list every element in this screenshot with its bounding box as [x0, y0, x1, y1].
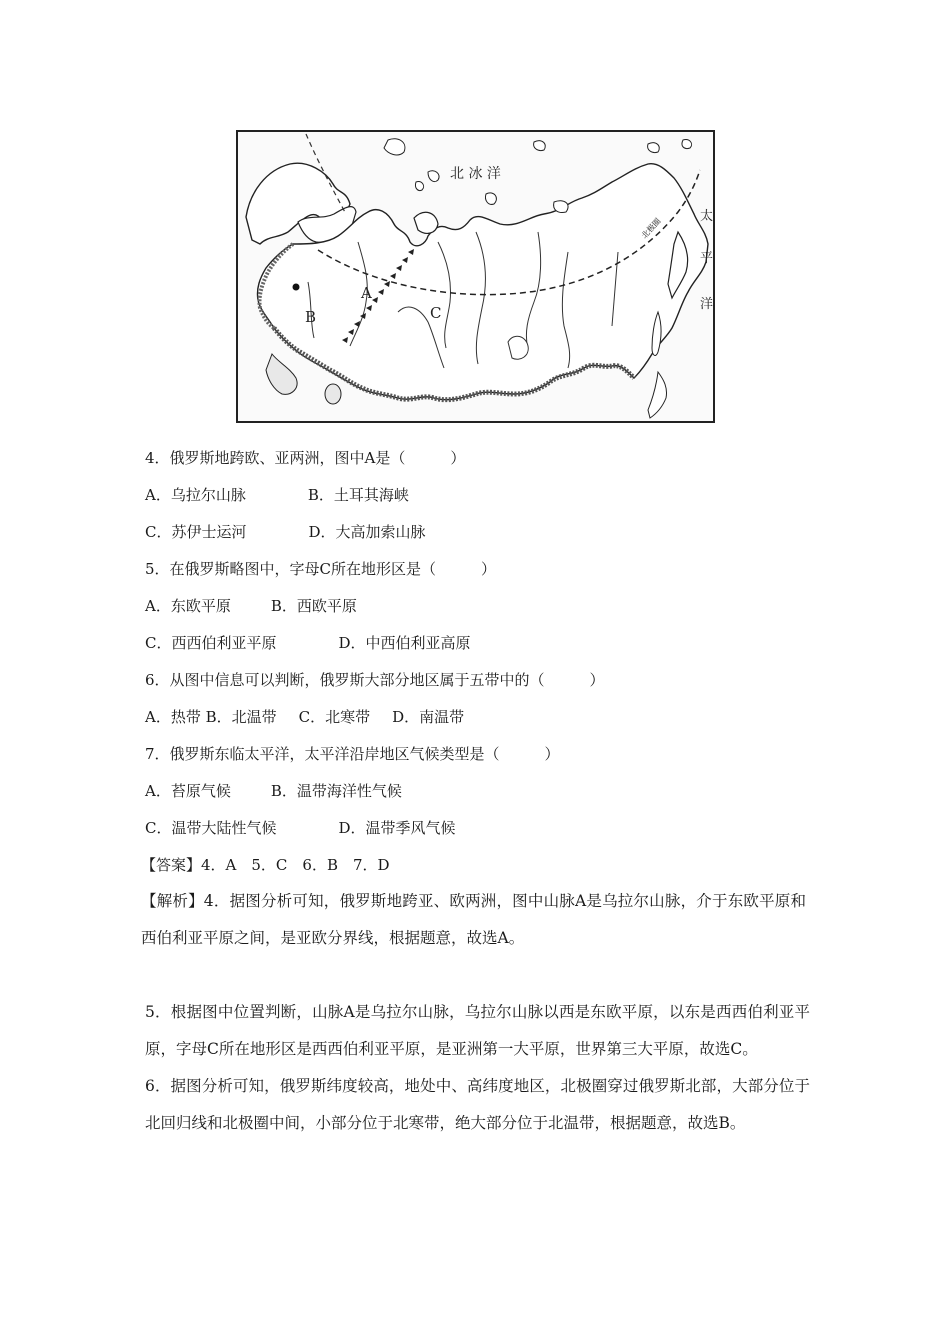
analysis-paragraph-4: 【解析】4．据图分析可知，俄罗斯地跨亚、欧两洲，图中山脉A是乌拉尔山脉，介于东欧平原和西伯利亚平原之间，是亚欧分界线，根据题意，故选A。 — [141, 892, 806, 947]
analysis-paragraph-6: 6．据图分析可知，俄罗斯纬度较高，地处中、高纬度地区，北极圈穿过俄罗斯北部，大部分位于北回归线和北极圈中间，小部分位于北寒带，绝大部分位于北温带，根据题意，故选B。 — [145, 1077, 810, 1132]
option-7c: C．温带大陆性气候 — [145, 819, 277, 837]
question-5-options-row-2 — [145, 633, 471, 653]
question-7-stem: 7．俄罗斯东临太平洋，太平洋沿岸地区气候类型是（ ） — [145, 745, 560, 763]
option-5c: C．西西伯利亚平原 — [145, 634, 277, 652]
pacific-char-3: 洋 — [700, 297, 713, 312]
option-7d: D．温带季风气候 — [338, 819, 456, 837]
option-6c: C．北寒带 — [298, 708, 371, 726]
option-6ab: A．热带 B．北温带 — [145, 708, 277, 726]
question-5-options-row-1 — [145, 596, 357, 616]
option-4d: D．大高加索山脉 — [308, 523, 426, 541]
arctic-ocean-label: 北 冰 洋 — [450, 166, 501, 182]
map-label-b: B — [305, 308, 317, 326]
option-7a: A．苔原气候 — [145, 782, 231, 800]
russia-map-svg — [238, 132, 713, 421]
question-6-options-row-1 — [145, 707, 464, 727]
arctic-circle-label: 北极圈 — [639, 216, 663, 241]
moscow-dot-icon — [293, 284, 300, 291]
russia-map-figure — [236, 130, 715, 423]
analysis-paragraph-5: 5．根据图中位置判断，山脉A是乌拉尔山脉，乌拉尔山脉以西是东欧平原，以东是西西伯利亚平原，字母C所在地形区是西西伯利亚平原，是亚洲第一大平原，世界第三大平原，故选C。 — [145, 1003, 810, 1058]
option-4b: B．土耳其海峡 — [307, 486, 409, 504]
answer-line: 【答案】4．A 5．C 6．B 7．D — [141, 856, 390, 874]
question-4-stem: 4．俄罗斯地跨欧、亚两洲，图中A是（ ） — [145, 449, 466, 467]
map-label-a: A — [361, 284, 372, 302]
option-5d: D．中西伯利亚高原 — [338, 634, 471, 652]
question-4-options-row-1 — [145, 485, 409, 505]
question-6-stem: 6．从图中信息可以判断，俄罗斯大部分地区属于五带中的（ ） — [145, 671, 605, 689]
map-label-c: C — [430, 304, 442, 322]
option-7b: B．温带海洋性气候 — [270, 782, 402, 800]
option-6d: D．南温带 — [392, 708, 465, 726]
option-4c: C．苏伊士运河 — [145, 523, 247, 541]
option-5b: B．西欧平原 — [270, 597, 357, 615]
pacific-char-1: 太 — [700, 209, 713, 224]
pacific-char-2: 平 — [700, 251, 713, 266]
question-7-options-row-2 — [145, 818, 456, 838]
option-4a: A．乌拉尔山脉 — [145, 486, 246, 504]
question-4-options-row-2 — [145, 522, 426, 542]
question-7-options-row-1 — [145, 781, 402, 801]
option-5a: A．东欧平原 — [145, 597, 231, 615]
question-5-stem: 5．在俄罗斯略图中，字母C所在地形区是（ ） — [145, 560, 497, 578]
